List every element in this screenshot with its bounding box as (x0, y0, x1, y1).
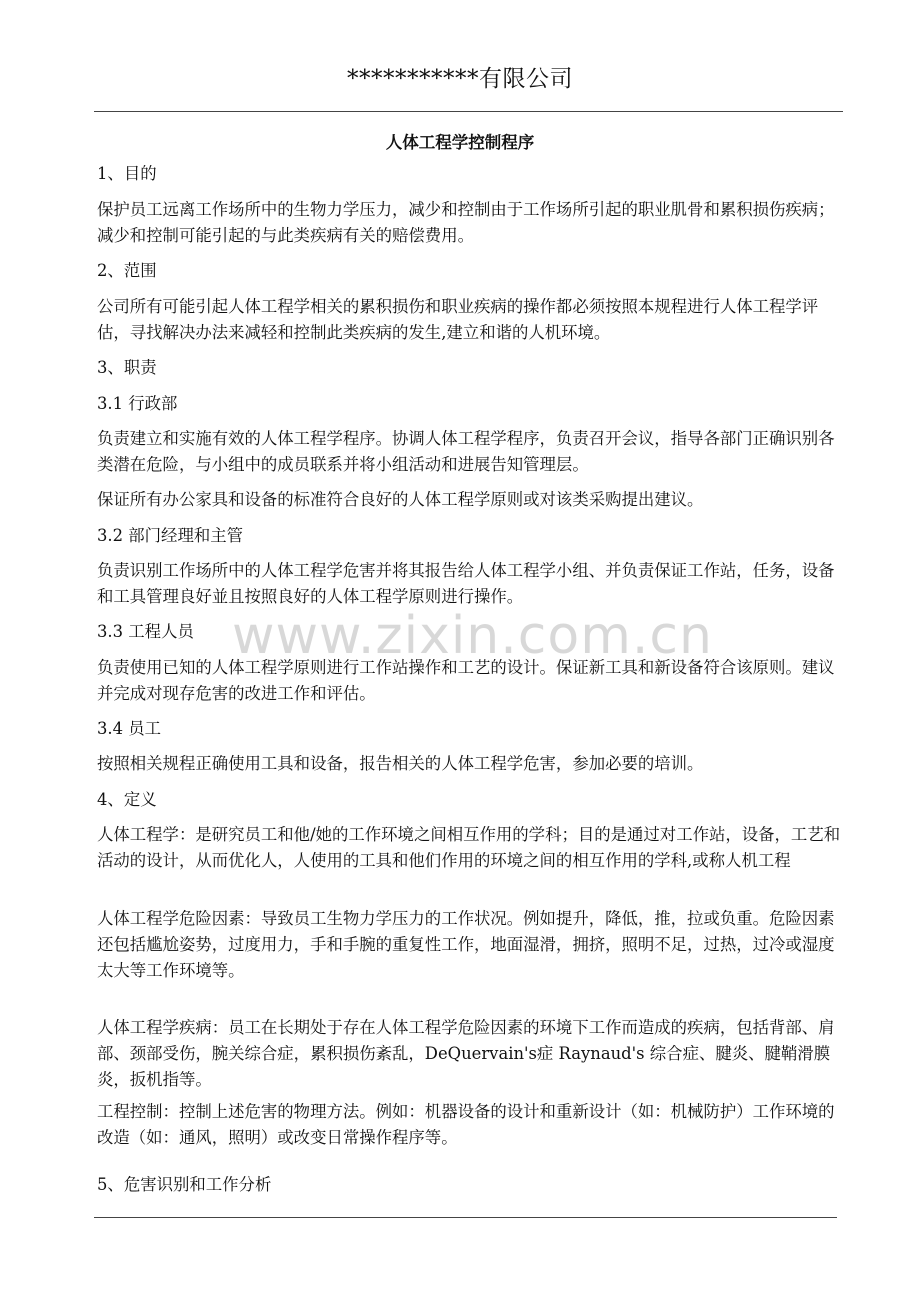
company-header: ***********有限公司 (347, 66, 573, 92)
section-3-2-text: 负责识别工作场所中的人体工程学危害并将其报告给人体工程学小组、并负责保证工作站，任务，设备和工具管理良好並且按照良好的人体工程学原则进行操作。 (97, 561, 835, 606)
definition-ergonomics: 人体工程学：是研究员工和他/她的工作环境之间相互作用的学科；目的是通过对工作站，设备，工艺和活动的设计，从而优化人，人使用的工具和他们作用的环境之间的相互作用的学科,或称人机工程 (97, 825, 841, 870)
watermark: www.zixin.com.cn (232, 606, 713, 666)
document-title: 人体工程学控制程序 (385, 133, 535, 152)
section-3-heading: 3、职责 (97, 358, 157, 377)
section-1-heading: 1、目的 (97, 164, 157, 183)
definition-risk-factors: 人体工程学危险因素：导致员工生物力学压力的工作状况。例如提升，降低，推，拉或负重。危险因素还包括尴尬姿势，过度用力，手和手腕的重复性工作，地面湿滑，拥挤，照明不足，过热，过冷或湿度太大等工作环境等。 (97, 909, 835, 980)
section-4-heading: 4、定义 (97, 790, 157, 809)
section-1-text: 保护员工远离工作场所中的生物力学压力，减少和控制由于工作场所引起的职业肌骨和累积损伤疾病；减少和控制可能引起的与此类疾病有关的赔偿费用。 (97, 200, 835, 245)
section-3-1-text-b: 保证所有办公家具和设备的标准符合良好的人体工程学原则或对该类采购提出建议。 (97, 490, 704, 509)
section-5-heading: 5、危害识别和工作分析 (97, 1175, 272, 1194)
section-3-3-text: 负责使用已知的人体工程学原则进行工作站操作和工艺的设计。保证新工具和新设备符合该原则。建议并完成对现存危害的改进工作和评估。 (97, 658, 835, 703)
section-3-4-heading: 3.4 员工 (97, 719, 162, 738)
section-3-3-heading: 3.3 工程人员 (97, 622, 194, 641)
section-2-heading: 2、范围 (97, 261, 157, 280)
definition-engineering-control: 工程控制：控制上述危害的物理方法。例如：机器设备的设计和重新设计（如：机械防护）工作环境的改造（如：通风，照明）或改变日常操作程序等。 (97, 1102, 835, 1147)
section-2-text: 公司所有可能引起人体工程学相关的累积损伤和职业疾病的操作都必须按照本规程进行人体工程学评估，寻找解决办法来减轻和控制此类疾病的发生,建立和谐的人机环境。 (97, 297, 819, 342)
section-3-4-text: 按照相关规程正确使用工具和设备，报告相关的人体工程学危害，参加必要的培训。 (97, 754, 704, 773)
section-3-1-text-a: 负责建立和实施有效的人体工程学程序。协调人体工程学程序，负责召开会议，指导各部门正确识别各类潜在危险，与小组中的成员联系并将小组活动和进展告知管理层。 (97, 429, 835, 474)
footer-rule (94, 1217, 837, 1218)
section-3-2-heading: 3.2 部门经理和主管 (97, 526, 244, 545)
section-3-1-heading: 3.1 行政部 (97, 394, 178, 413)
definition-disorders: 人体工程学疾病：员工在长期处于存在人体工程学危险因素的环境下工作而造成的疾病，包括背部、肩部、颈部受伤，腕关综合症，累积损伤紊乱，DeQuervain's症 Raynaud's 综合症、腱炎、腱鞘滑膜炎，扳机指等。 (97, 1018, 835, 1089)
header-rule (94, 111, 843, 112)
